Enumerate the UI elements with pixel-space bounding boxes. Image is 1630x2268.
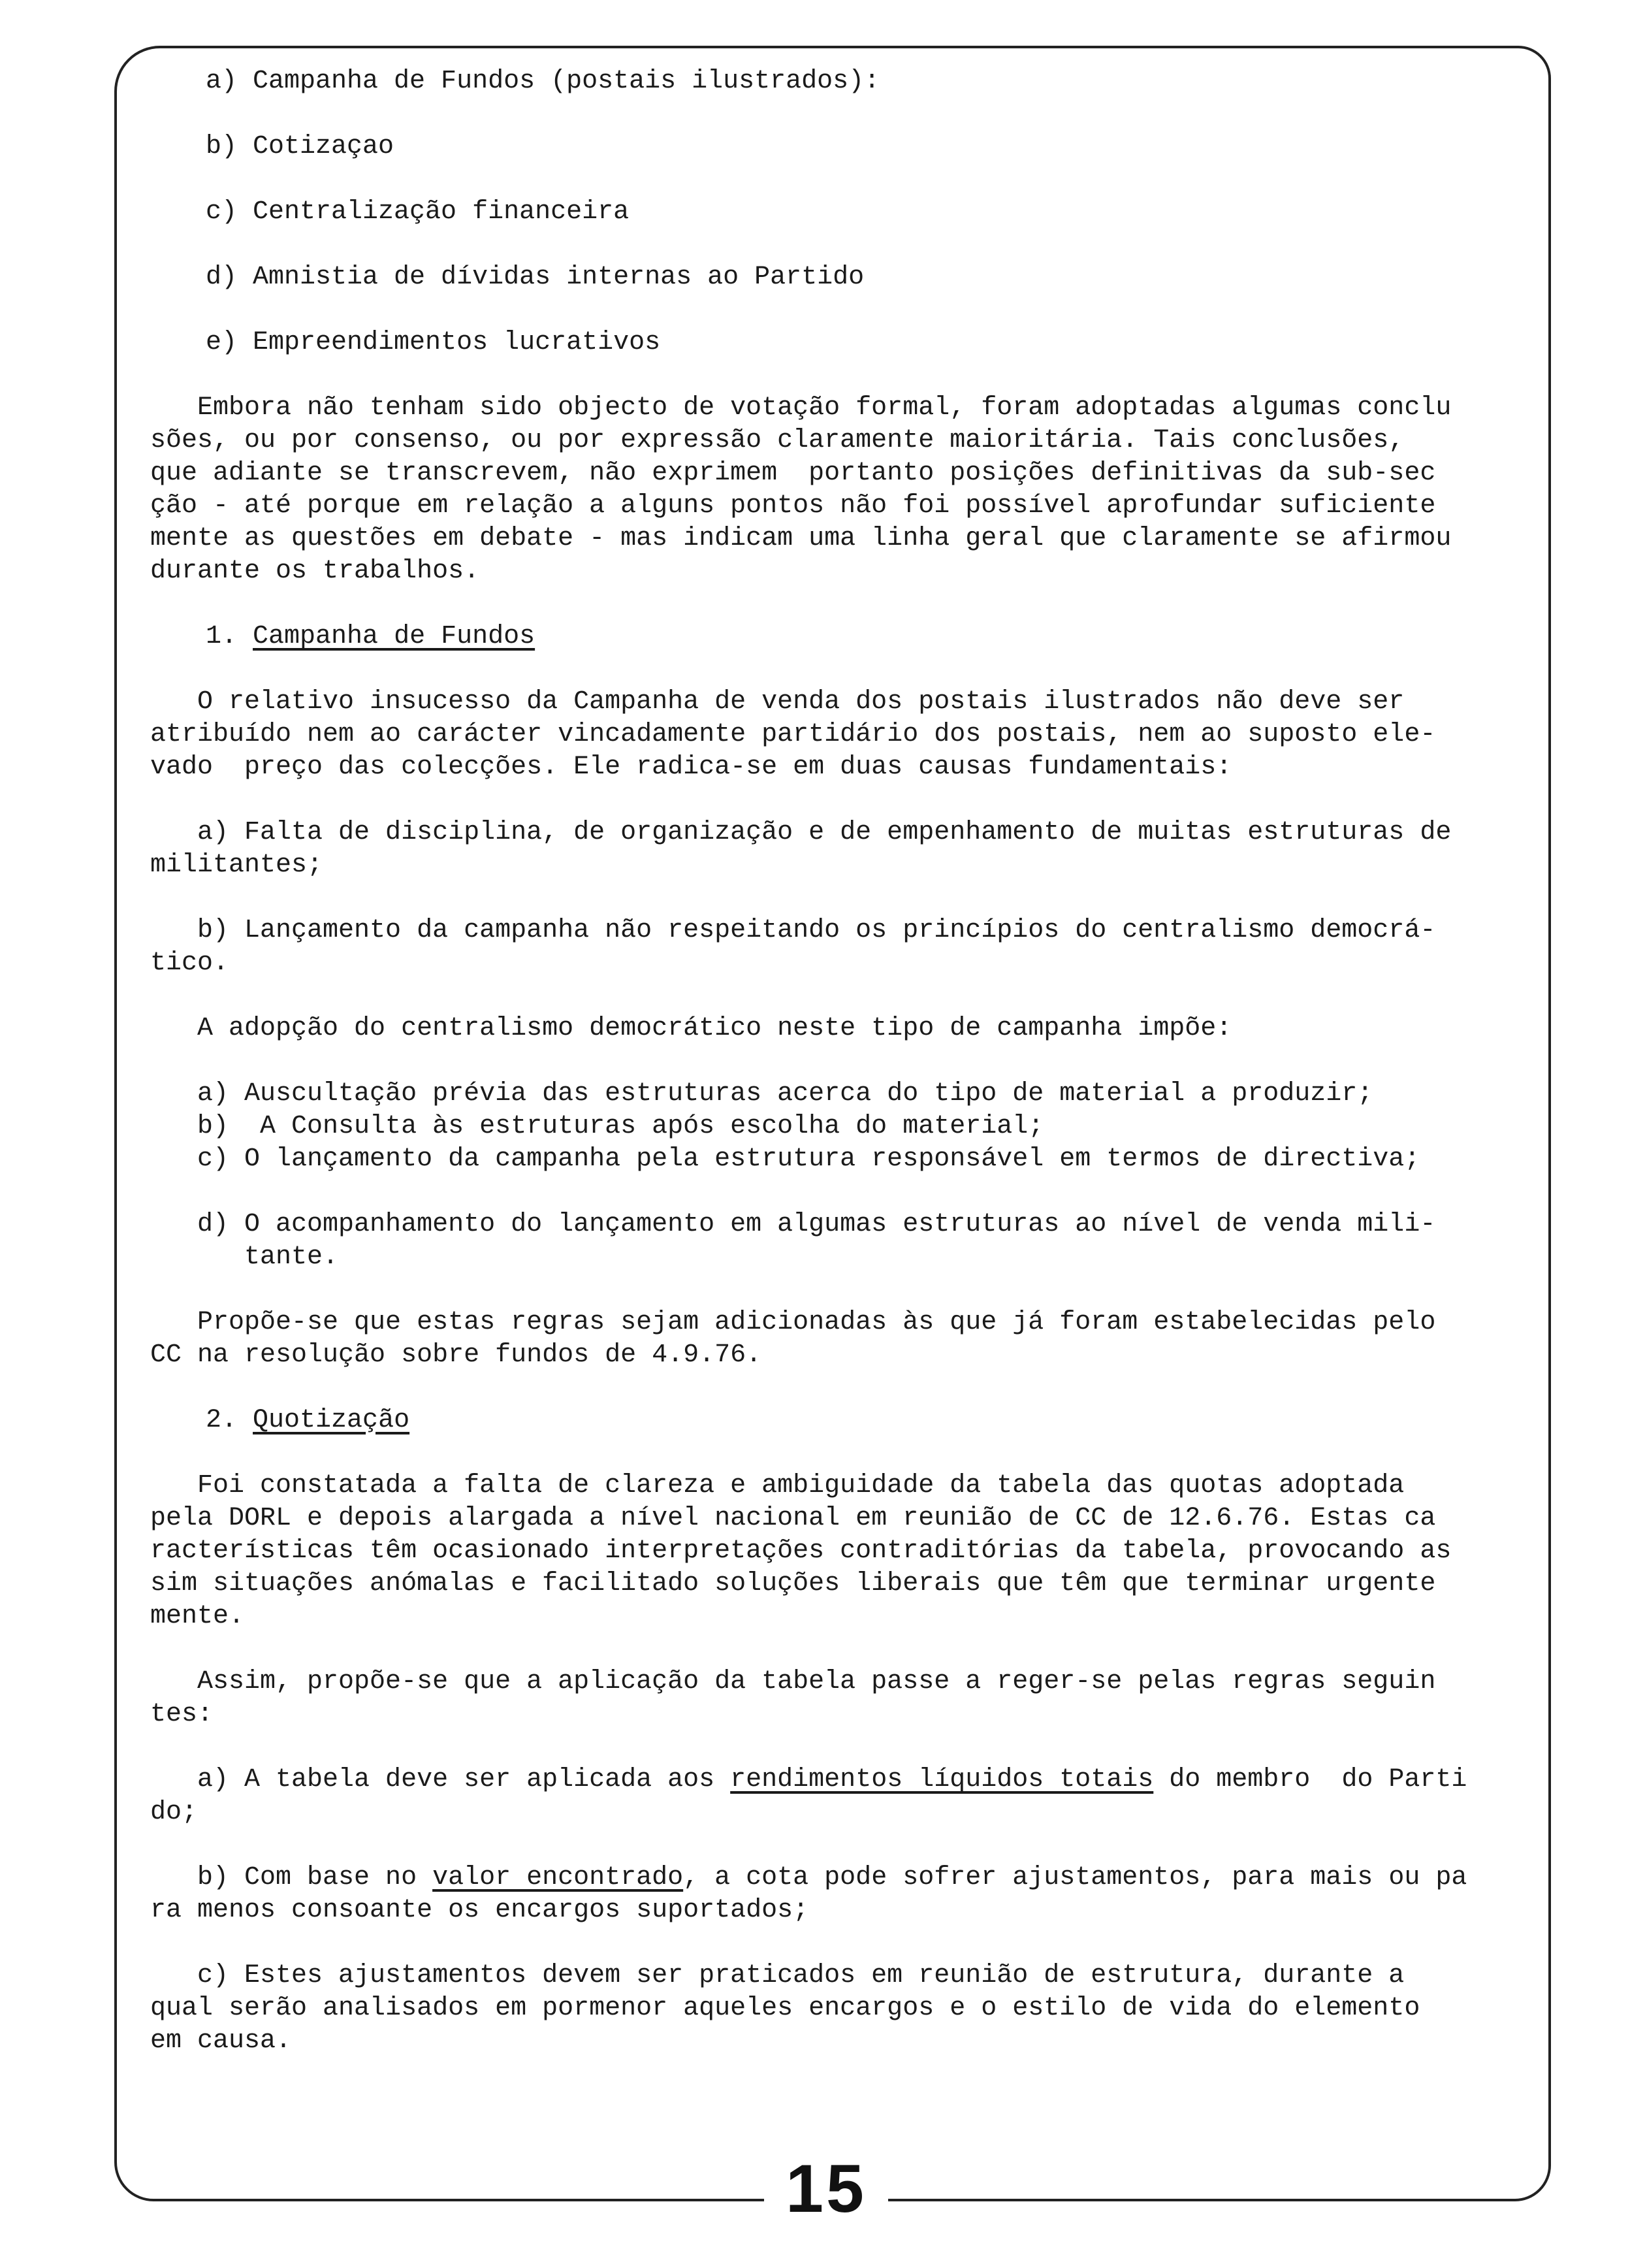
list-item: e) Empreendimentos lucrativos bbox=[206, 328, 661, 357]
quota-rule-a bbox=[150, 1764, 1528, 1829]
text-line: durante os trabalhos. bbox=[150, 557, 480, 586]
page-number: 15 bbox=[786, 2151, 867, 2227]
text-line: que adiante se transcrevem, não exprimem portanto posições definitivas da sub-sec bbox=[150, 459, 1436, 488]
section1-proposal bbox=[150, 1306, 1528, 1372]
text-line: Foi constatada a falta de clareza e ambiguidade da tabela das quotas adoptada bbox=[150, 1471, 1405, 1500]
text-line: pela DORL e depois alargada a nível nacional em reunião de CC de 12.6.76. Estas ca bbox=[150, 1504, 1436, 1533]
section2-proposal bbox=[150, 1666, 1528, 1731]
text-line: qual serão analisados em pormenor aqueles encargos e o estilo de vida do elemento bbox=[150, 1994, 1420, 2023]
text-line: d) O acompanhamento do lançamento em algumas estruturas ao nível de venda mili- bbox=[150, 1210, 1436, 1239]
list-item: b) A Consulta às estruturas após escolha do material; bbox=[150, 1112, 1044, 1141]
text-line: ção - até porque em relação a alguns pontos não foi possível aprofundar suficiente bbox=[150, 491, 1436, 521]
text-line: sões, ou por consenso, ou por expressão claramente maioritária. Tais conclusões, bbox=[150, 426, 1405, 455]
text-line: tes: bbox=[150, 1700, 214, 1729]
text-line: sim situações anómalas e facilitado soluções liberais que têm que terminar urgente bbox=[150, 1569, 1436, 1598]
text-line: mente as questões em debate - mas indicam uma linha geral que claramente se afirmou bbox=[150, 524, 1452, 553]
text-line: Propõe-se que estas regras sejam adicionadas às que já foram estabelecidas pelo bbox=[150, 1308, 1436, 1337]
text-line: atribuído nem ao carácter vincadamente partidário dos postais, nem ao suposto ele- bbox=[150, 720, 1436, 749]
text-line: a) Falta de disciplina, de organização e de empenhamento de muitas estruturas de bbox=[150, 818, 1452, 847]
text-line: Assim, propõe-se que a aplicação da tabela passe a reger-se pelas regras seguin bbox=[150, 1667, 1436, 1696]
section-number: 2. bbox=[206, 1406, 238, 1435]
document-body bbox=[150, 65, 1528, 2058]
section-title: Campanha de Fundos bbox=[253, 622, 535, 651]
quota-rule-b bbox=[150, 1862, 1528, 1927]
text-line: c) Estes ajustamentos devem ser praticados em reunião de estrutura, durante a bbox=[150, 1961, 1405, 1990]
text-run: b) Com base no bbox=[150, 1863, 433, 1892]
rules-list bbox=[150, 1078, 1528, 1176]
underlined-text: rendimentos líquidos totais bbox=[730, 1765, 1154, 1794]
text-line: do; bbox=[150, 1798, 198, 1827]
text-line: b) Lançamento da campanha não respeitando os princípios do centralismo democrá- bbox=[150, 916, 1436, 945]
section-heading bbox=[150, 1404, 1528, 1437]
text-line bbox=[150, 1764, 1528, 1796]
cause-a bbox=[150, 817, 1528, 882]
list-item: a) Auscultação prévia das estruturas acerca do tipo de material a produzir; bbox=[150, 1079, 1373, 1109]
list-item: c) Centralização financeira bbox=[206, 197, 630, 227]
adoption-intro: A adopção do centralismo democrático neste tipo de campanha impõe: bbox=[150, 1014, 1232, 1043]
text-line: O relativo insucesso da Campanha de venda dos postais ilustrados não deve ser bbox=[150, 687, 1405, 717]
rule-d bbox=[150, 1208, 1528, 1274]
section-number: 1. bbox=[206, 622, 238, 651]
list-item: d) Amnistia de dívidas internas ao Partido bbox=[206, 263, 865, 292]
text-line: tante. bbox=[150, 1242, 339, 1272]
intro-paragraph bbox=[150, 392, 1528, 588]
section-heading bbox=[150, 621, 1528, 653]
section-title: Quotização bbox=[253, 1406, 410, 1435]
list-item: a) Campanha de Fundos (postais ilustrados): bbox=[206, 67, 880, 96]
text-run: , a cota pode sofrer ajustamentos, para mais ou pa bbox=[683, 1863, 1467, 1892]
cause-b bbox=[150, 915, 1528, 980]
list-item: c) O lançamento da campanha pela estrutura responsável em termos de directiva; bbox=[150, 1144, 1420, 1174]
section2-paragraph bbox=[150, 1470, 1528, 1633]
text-line: mente. bbox=[150, 1602, 245, 1631]
text-run: a) A tabela deve ser aplicada aos bbox=[150, 1765, 731, 1794]
text-line: vado preço das colecções. Ele radica-se em duas causas fundamentais: bbox=[150, 753, 1232, 782]
text-line: Embora não tenham sido objecto de votação formal, foram adoptadas algumas conclu bbox=[150, 393, 1452, 423]
text-line bbox=[150, 1862, 1528, 1894]
text-line: em causa. bbox=[150, 2026, 292, 2056]
text-line: militantes; bbox=[150, 850, 323, 880]
list-item: b) Cotizaçao bbox=[206, 132, 394, 161]
text-line: CC na resolução sobre fundos de 4.9.76. bbox=[150, 1340, 762, 1370]
quota-rule-c bbox=[150, 1960, 1528, 2058]
text-line: tico. bbox=[150, 948, 229, 978]
text-line: racterísticas têm ocasionado interpretações contraditórias da tabela, provocando as bbox=[150, 1536, 1452, 1566]
underlined-text: valor encontrado bbox=[432, 1863, 684, 1892]
section1-paragraph bbox=[150, 686, 1528, 784]
intro-list bbox=[150, 65, 1528, 359]
text-run: do membro do Parti bbox=[1153, 1765, 1467, 1794]
text-line: ra menos consoante os encargos suportados; bbox=[150, 1896, 809, 1925]
